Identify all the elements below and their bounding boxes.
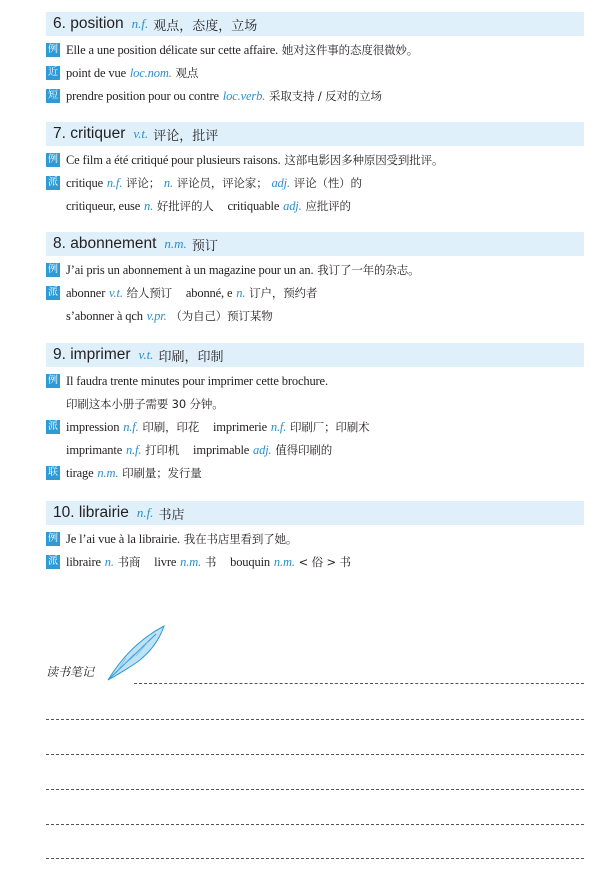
headword-meaning: 观点，态度，立场 — [153, 18, 258, 34]
note-line[interactable] — [46, 824, 584, 825]
note-line[interactable] — [46, 719, 584, 720]
entry-critiquer — [46, 122, 584, 217]
derived-line-continued: critiqueur, euse n. 好批评的人 critiquable adj. 应批评的 — [66, 199, 351, 213]
synonym-line: 近 point de vue loc.nom. 观点 — [48, 66, 199, 80]
headword-meaning: 预订 — [191, 238, 218, 254]
phrase-line: 短 prendre position pour ou contre loc.verb. 采取支持 / 反对的立场 — [48, 89, 382, 103]
example-tag: 例 — [48, 264, 58, 275]
related-line: 联 tirage n.m. 印刷量；发行量 — [48, 466, 202, 480]
headword-pos: v.t. — [133, 126, 149, 141]
example-line: 例 Ce film a été critiqué pour plusieurs raisons. 这部电影因多种原因受到批评。 — [48, 153, 444, 167]
notes-label: 读书笔记 — [46, 665, 95, 679]
example-line: 例 Elle a une position délicate sur cette affaire. 她对这件事的态度很微妙。 — [48, 43, 419, 57]
entry-header — [46, 232, 584, 256]
headword-pos: n.f. — [131, 16, 149, 31]
derived-tag: 派 — [48, 556, 58, 567]
derived-tag: 派 — [48, 177, 58, 188]
headword-pos: n.f. — [136, 505, 154, 520]
example-line: 例 Il faudra trente minutes pour imprimer cette brochure. — [48, 374, 328, 388]
example-tag: 例 — [48, 44, 58, 55]
phrase-tag: 短 — [48, 90, 58, 101]
headword: 10. librairie — [53, 504, 129, 521]
feather-icon — [104, 624, 168, 682]
note-line[interactable] — [46, 754, 584, 755]
headword-meaning: 印刷，印制 — [158, 349, 224, 365]
derived-tag: 派 — [48, 287, 58, 298]
entry-librairie — [46, 501, 584, 573]
note-line[interactable] — [46, 789, 584, 790]
headword-meaning: 书店 — [158, 507, 185, 523]
headword: 8. abonnement — [53, 235, 157, 252]
derived-line: 派 impression n.f. 印刷，印花 imprimerie n.f. 印刷厂；印刷术 — [48, 420, 370, 434]
headword-pos: v.t. — [138, 347, 154, 362]
note-line[interactable] — [134, 683, 584, 684]
entry-position — [46, 12, 584, 107]
example-tag: 例 — [48, 533, 58, 544]
derived-line: 派 libraire n. 书商 livre n.m. 书 bouquin n.m. < 俗 > 书 — [48, 555, 351, 569]
entry-header — [46, 343, 584, 367]
headword: 6. position — [53, 15, 124, 32]
entry-header — [46, 501, 584, 525]
example-tag: 例 — [48, 154, 58, 165]
headword: 9. imprimer — [53, 346, 131, 363]
example-line: 例 Je l’ai vue à la librairie. 我在书店里看到了她。 — [48, 532, 298, 546]
derived-tag: 派 — [48, 421, 58, 432]
derived-line-continued: imprimante n.f. 打印机 imprimable adj. 值得印刷的 — [66, 443, 333, 457]
example-line: 例 J’ai pris un abonnement à un magazine pour un an. 我订了一年的杂志。 — [48, 263, 420, 277]
entry-imprimer — [46, 343, 584, 484]
derived-line-continued: s’abonner à qch v.pr. （为自己）预订某物 — [66, 309, 273, 323]
derived-line: 派 abonner v.t. 给人预订 abonné, e n. 订户，预约者 — [48, 286, 318, 300]
example-tag: 例 — [48, 375, 58, 386]
headword-meaning: 评论，批评 — [153, 128, 219, 144]
entry-header — [46, 12, 584, 36]
example-translation-line: 印刷这本小册子需要 30 分钟。 — [66, 397, 224, 411]
headword-pos: n.m. — [164, 236, 187, 251]
related-tag: 联 — [48, 467, 58, 478]
headword: 7. critiquer — [53, 125, 126, 142]
note-line[interactable] — [46, 858, 584, 859]
near-tag: 近 — [48, 67, 58, 78]
entry-abonnement — [46, 232, 584, 327]
entry-header — [46, 122, 584, 146]
derived-line: 派 critique n.f. 评论； n. 评论员，评论家； adj. 评论（性）的 — [48, 176, 362, 190]
